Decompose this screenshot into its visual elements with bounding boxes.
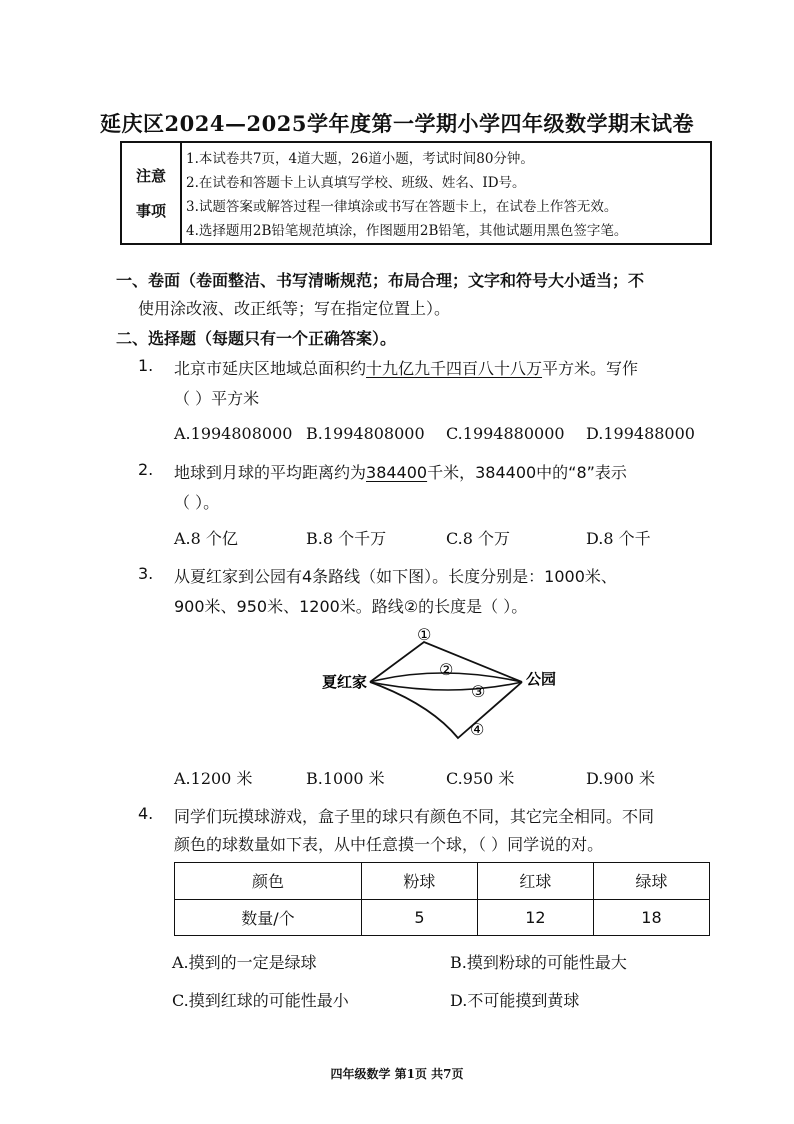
- option-b[interactable]: B.8 个千万: [306, 529, 387, 548]
- section2-heading: 二、选择题（每题只有一个正确答案）。: [116, 329, 397, 348]
- question-number: 4.: [138, 804, 154, 823]
- notice-heading: [122, 143, 182, 243]
- table-header-cell: 颜色: [175, 863, 362, 900]
- q2-text: [174, 460, 627, 483]
- section1-line2: 使用涂改液、改正纸等；写在指定位置上）。: [138, 299, 451, 318]
- notice-item: 3.试题答案或解答过程一律填涂或书写在答题卡上，在试卷上作答无效。: [186, 199, 618, 215]
- option-d[interactable]: D.不可能摸到黄球: [450, 991, 580, 1010]
- option-b[interactable]: B.1000 米: [306, 769, 385, 788]
- route-2-label: ②: [439, 660, 454, 679]
- q2-text-a: 地球到月球的平均距离约为: [174, 463, 367, 482]
- option-c[interactable]: C.8 个万: [446, 529, 511, 548]
- route-3-line: [370, 682, 522, 690]
- option-a[interactable]: A.1994808000: [174, 424, 293, 443]
- option-d[interactable]: D.900 米: [586, 769, 655, 788]
- route-1-label: ①: [417, 625, 432, 644]
- table-cell: 5: [361, 899, 477, 936]
- option-a[interactable]: A.摸到的一定是绿球: [172, 953, 317, 972]
- option-c[interactable]: C.950 米: [446, 769, 515, 788]
- option-a[interactable]: A.1200 米: [174, 769, 253, 788]
- route-3-label: ③: [471, 682, 486, 701]
- ball-count-table: [174, 862, 710, 936]
- option-b[interactable]: B.1994808000: [306, 424, 425, 443]
- option-c[interactable]: C.1994880000: [446, 424, 565, 443]
- notice-item: 2.在试卷和答题卡上认真填写学校、班级、姓名、ID号。: [186, 175, 526, 191]
- end-label: 公园: [526, 670, 557, 688]
- option-a[interactable]: A.8 个亿: [174, 529, 238, 548]
- table-cell: 12: [477, 899, 593, 936]
- start-label: 夏红家: [322, 673, 368, 691]
- q4-line1: 同学们玩摸球游戏，盒子里的球只有颜色不同，其它完全相同。不同: [174, 807, 655, 826]
- notice-box: [120, 141, 712, 245]
- table-header-cell: 粉球: [361, 863, 477, 900]
- table-row: [175, 899, 710, 936]
- table-header-row: [175, 863, 710, 900]
- q4-line2: 颜色的球数量如下表，从中任意摸一个球，（ ）同学说的对。: [174, 835, 604, 854]
- notice-body: [182, 143, 710, 243]
- q2-underlined: 384400: [366, 463, 428, 482]
- option-c[interactable]: C.摸到红球的可能性最小: [172, 991, 349, 1010]
- route-diagram: [300, 622, 580, 748]
- q1-blank: （ ）平方米: [174, 389, 260, 408]
- notice-heading-line1: 注意: [135, 167, 166, 185]
- notice-heading-line2: 事项: [135, 202, 166, 220]
- q1-text-b: 平方米。写作: [542, 359, 639, 378]
- option-d[interactable]: D.199488000: [586, 424, 695, 443]
- q2-text-b: 千米，384400中的“8”表示: [427, 463, 627, 482]
- page-footer: 四年级数学 第1页 共7页: [330, 1067, 464, 1081]
- table-cell: 数量/个: [175, 899, 362, 936]
- q2-blank: （ ）。: [174, 493, 220, 512]
- table-header-cell: 绿球: [593, 863, 709, 900]
- q3-line2: 900米、950米、1200米。路线②的长度是（ ）。: [174, 597, 528, 616]
- q1-text: [174, 356, 638, 379]
- option-d[interactable]: D.8 个千: [586, 529, 651, 548]
- notice-item: 1.本试卷共7页，4道大题，26道小题，考试时间80分钟。: [186, 151, 534, 167]
- route-4-label: ④: [470, 720, 485, 739]
- q1-underlined: 十九亿九千四百八十八万: [366, 359, 543, 378]
- table-header-cell: 红球: [477, 863, 593, 900]
- q3-line1: 从夏红家到公园有4条路线（如下图）。长度分别是：1000米、: [174, 567, 617, 586]
- section1-line1: 一、卷面（卷面整洁、书写清晰规范；布局合理；文字和符号大小适当；不: [116, 271, 645, 290]
- option-b[interactable]: B.摸到粉球的可能性最大: [450, 953, 627, 972]
- question-number: 2.: [138, 460, 154, 479]
- question-number: 3.: [138, 564, 154, 583]
- table-cell: 18: [593, 899, 709, 936]
- question-number: 1.: [138, 356, 154, 375]
- q1-text-a: 北京市延庆区地域总面积约: [174, 359, 367, 378]
- notice-item: 4.选择题用2B铅笔规范填涂，作图题用2B铅笔，其他试题用黑色签字笔。: [186, 223, 628, 239]
- exam-title: 延庆区2024—2025学年度第一学期小学四年级数学期末试卷: [100, 111, 694, 136]
